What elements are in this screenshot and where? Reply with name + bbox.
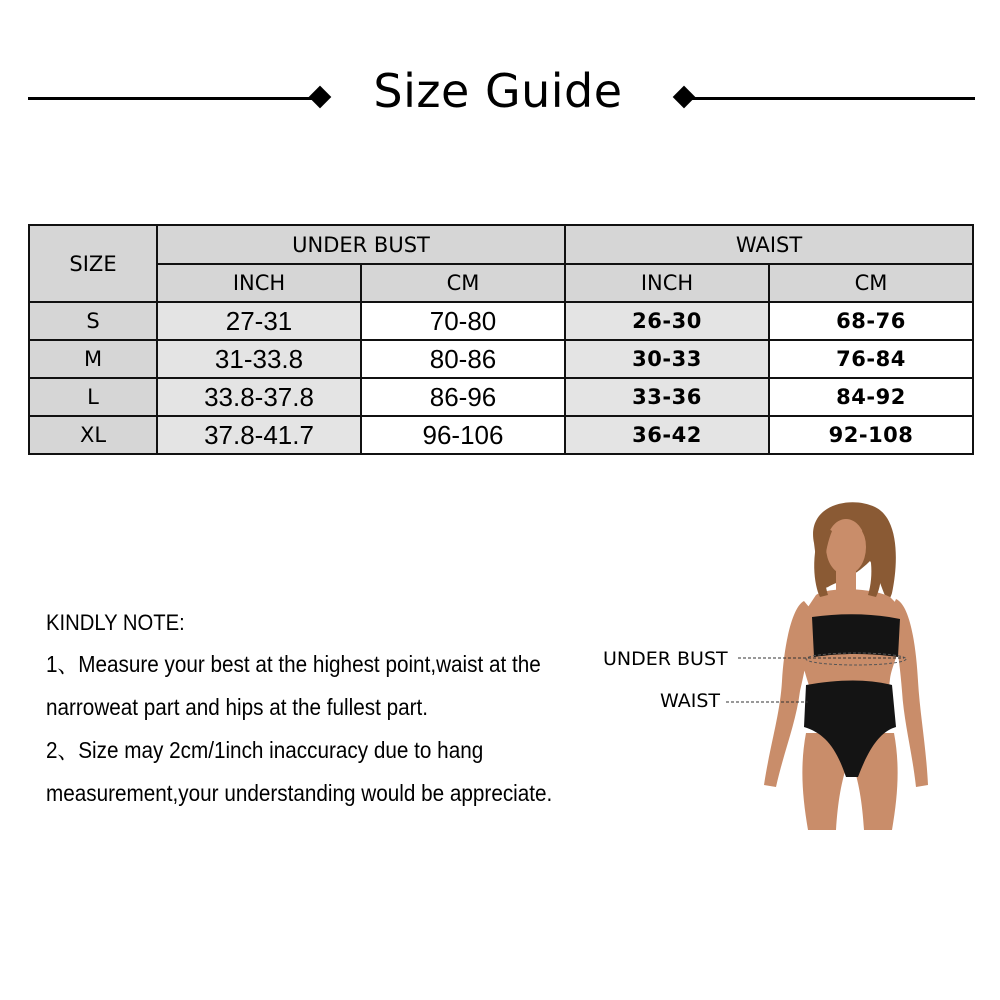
under-bust-inch-cell: 27-31 (157, 302, 361, 340)
size-table (28, 224, 974, 455)
bandeau-top-shape (812, 614, 900, 657)
unit-header: INCH (157, 264, 361, 302)
waist-header: WAIST (565, 225, 973, 264)
under-bust-cm-cell: 96-106 (361, 416, 565, 454)
waist-inch-cell: 33-36 (565, 378, 769, 416)
header (0, 62, 1000, 134)
table-row (29, 416, 973, 454)
header-line-left (28, 97, 318, 100)
note-line: 1、Measure your best at the highest point,waist at the (46, 651, 541, 677)
waist-cm-cell: 68-76 (769, 302, 973, 340)
waist-inch-cell: 36-42 (565, 416, 769, 454)
size-cell: L (29, 378, 157, 416)
under-bust-label: UNDER BUST (603, 648, 728, 670)
page-title: Size Guide (373, 64, 623, 118)
waist-cm-cell: 84-92 (769, 378, 973, 416)
note-line: measurement,your understanding would be appreciate. (46, 780, 553, 806)
under-bust-cm-cell: 86-96 (361, 378, 565, 416)
waist-cm-cell: 76-84 (769, 340, 973, 378)
waist-cm-cell: 92-108 (769, 416, 973, 454)
kindly-note (46, 603, 606, 815)
face-shape (826, 519, 866, 575)
unit-header: CM (769, 264, 973, 302)
under-bust-cm-cell: 80-86 (361, 340, 565, 378)
diamond-left-icon (309, 86, 332, 109)
size-cell: S (29, 302, 157, 340)
note-title: KINDLY NOTE: (46, 610, 185, 635)
waist-inch-cell: 26-30 (565, 302, 769, 340)
table-row (29, 340, 973, 378)
waist-inch-cell: 30-33 (565, 340, 769, 378)
size-column-header: SIZE (29, 225, 157, 302)
note-line: 2、Size may 2cm/1inch inaccuracy due to hang (46, 737, 484, 763)
under-bust-inch-cell: 31-33.8 (157, 340, 361, 378)
size-cell: XL (29, 416, 157, 454)
unit-header: CM (361, 264, 565, 302)
table-row (29, 302, 973, 340)
table-row (29, 378, 973, 416)
under-bust-inch-cell: 37.8-41.7 (157, 416, 361, 454)
under-bust-header: UNDER BUST (157, 225, 565, 264)
model-figure (600, 495, 980, 840)
under-bust-inch-cell: 33.8-37.8 (157, 378, 361, 416)
size-cell: M (29, 340, 157, 378)
note-line: narroweat part and hips at the fullest part. (46, 694, 429, 720)
under-bust-cm-cell: 70-80 (361, 302, 565, 340)
unit-header: INCH (565, 264, 769, 302)
header-line-right (690, 97, 975, 100)
waist-label: WAIST (660, 690, 721, 712)
